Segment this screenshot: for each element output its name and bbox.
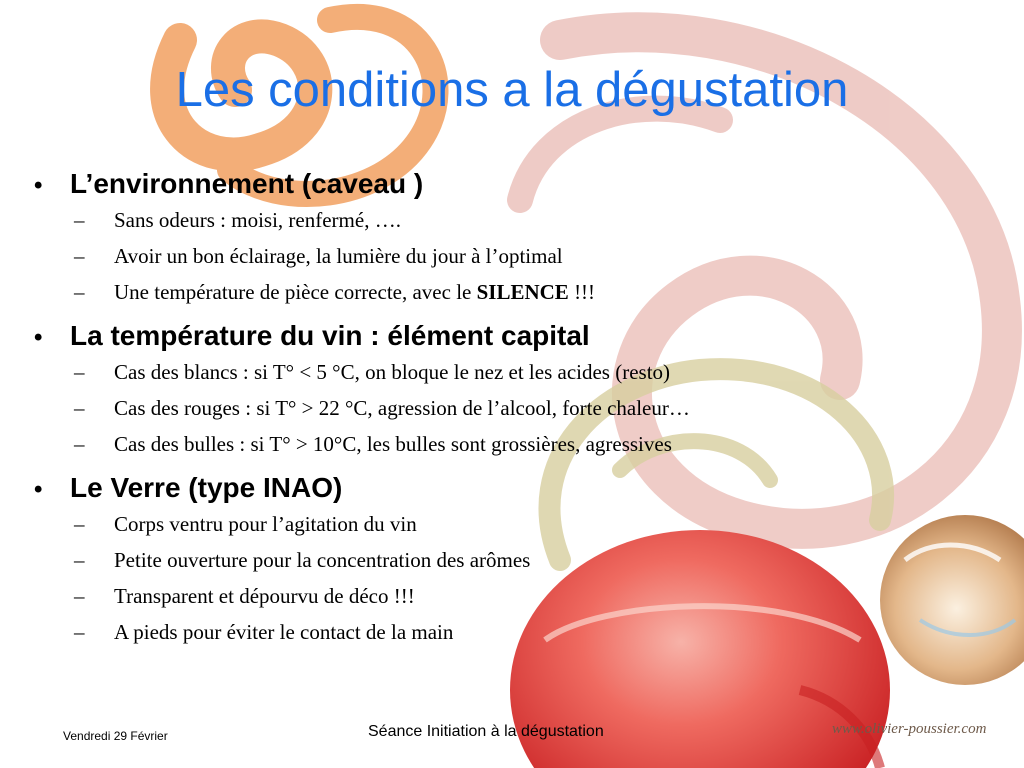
dash-marker: – bbox=[74, 396, 85, 420]
item-text: Corps ventru pour l’agitation du vin bbox=[114, 512, 417, 536]
dash-marker: – bbox=[74, 244, 85, 268]
item-text: Petite ouverture pour la concentration des arômes bbox=[114, 548, 531, 572]
item-text: Sans odeurs : moisi, renfermé, …. bbox=[114, 208, 401, 232]
list-item bbox=[74, 244, 934, 280]
item-text: Cas des rouges : si T° > 22 °C, agression de l’alcool, forte chaleur… bbox=[114, 396, 690, 420]
website-watermark: www.olivier-poussier.com bbox=[832, 721, 987, 737]
bullet-heading bbox=[34, 472, 934, 512]
section-glass bbox=[34, 472, 934, 656]
dash-marker: – bbox=[74, 512, 85, 536]
item-text bbox=[114, 280, 595, 305]
list-item bbox=[74, 280, 934, 316]
dash-marker: – bbox=[74, 208, 85, 232]
heading-text: L’environnement (caveau ) bbox=[70, 168, 424, 199]
footer-date: Vendredi 29 Février bbox=[63, 729, 168, 743]
heading-text: Le Verre (type INAO) bbox=[70, 472, 343, 503]
item-text-before: Une température de pièce correcte, avec le bbox=[114, 280, 477, 304]
section-environment bbox=[34, 168, 934, 316]
item-text: A pieds pour éviter le contact de la main bbox=[114, 620, 454, 644]
list-item bbox=[74, 432, 934, 468]
list-item bbox=[74, 208, 934, 244]
item-text: Cas des blancs : si T° < 5 °C, on bloque le nez et les acides (resto) bbox=[114, 360, 671, 384]
list-item bbox=[74, 396, 934, 432]
dash-marker: – bbox=[74, 620, 85, 644]
dash-marker: – bbox=[74, 280, 85, 304]
item-text-bold: SILENCE bbox=[476, 280, 569, 304]
section-temperature bbox=[34, 320, 934, 468]
item-text: Avoir un bon éclairage, la lumière du jour à l’optimal bbox=[114, 244, 563, 268]
list-item bbox=[74, 548, 934, 584]
dash-marker: – bbox=[74, 548, 85, 572]
list-item bbox=[74, 620, 934, 656]
bullet-heading bbox=[34, 168, 934, 208]
bullet-heading bbox=[34, 320, 934, 360]
list-item bbox=[74, 512, 934, 548]
item-text: Cas des bulles : si T° > 10°C, les bulles sont grossières, agressives bbox=[114, 432, 672, 456]
heading-text: La température du vin : élément capital bbox=[70, 320, 590, 351]
slide-title: Les conditions a la dégustation bbox=[175, 63, 849, 117]
bullet-marker: • bbox=[34, 324, 43, 351]
dash-marker: – bbox=[74, 584, 85, 608]
bullet-marker: • bbox=[34, 172, 43, 199]
content-list bbox=[34, 168, 934, 656]
item-text: Transparent et dépourvu de déco !!! bbox=[114, 584, 415, 608]
dash-marker: – bbox=[74, 432, 85, 456]
dash-marker: – bbox=[74, 360, 85, 384]
footer-title: Séance Initiation à la dégustation bbox=[368, 723, 604, 740]
list-item bbox=[74, 584, 934, 620]
item-text-after: !!! bbox=[568, 280, 596, 304]
bullet-marker: • bbox=[34, 476, 43, 503]
list-item bbox=[74, 360, 934, 396]
